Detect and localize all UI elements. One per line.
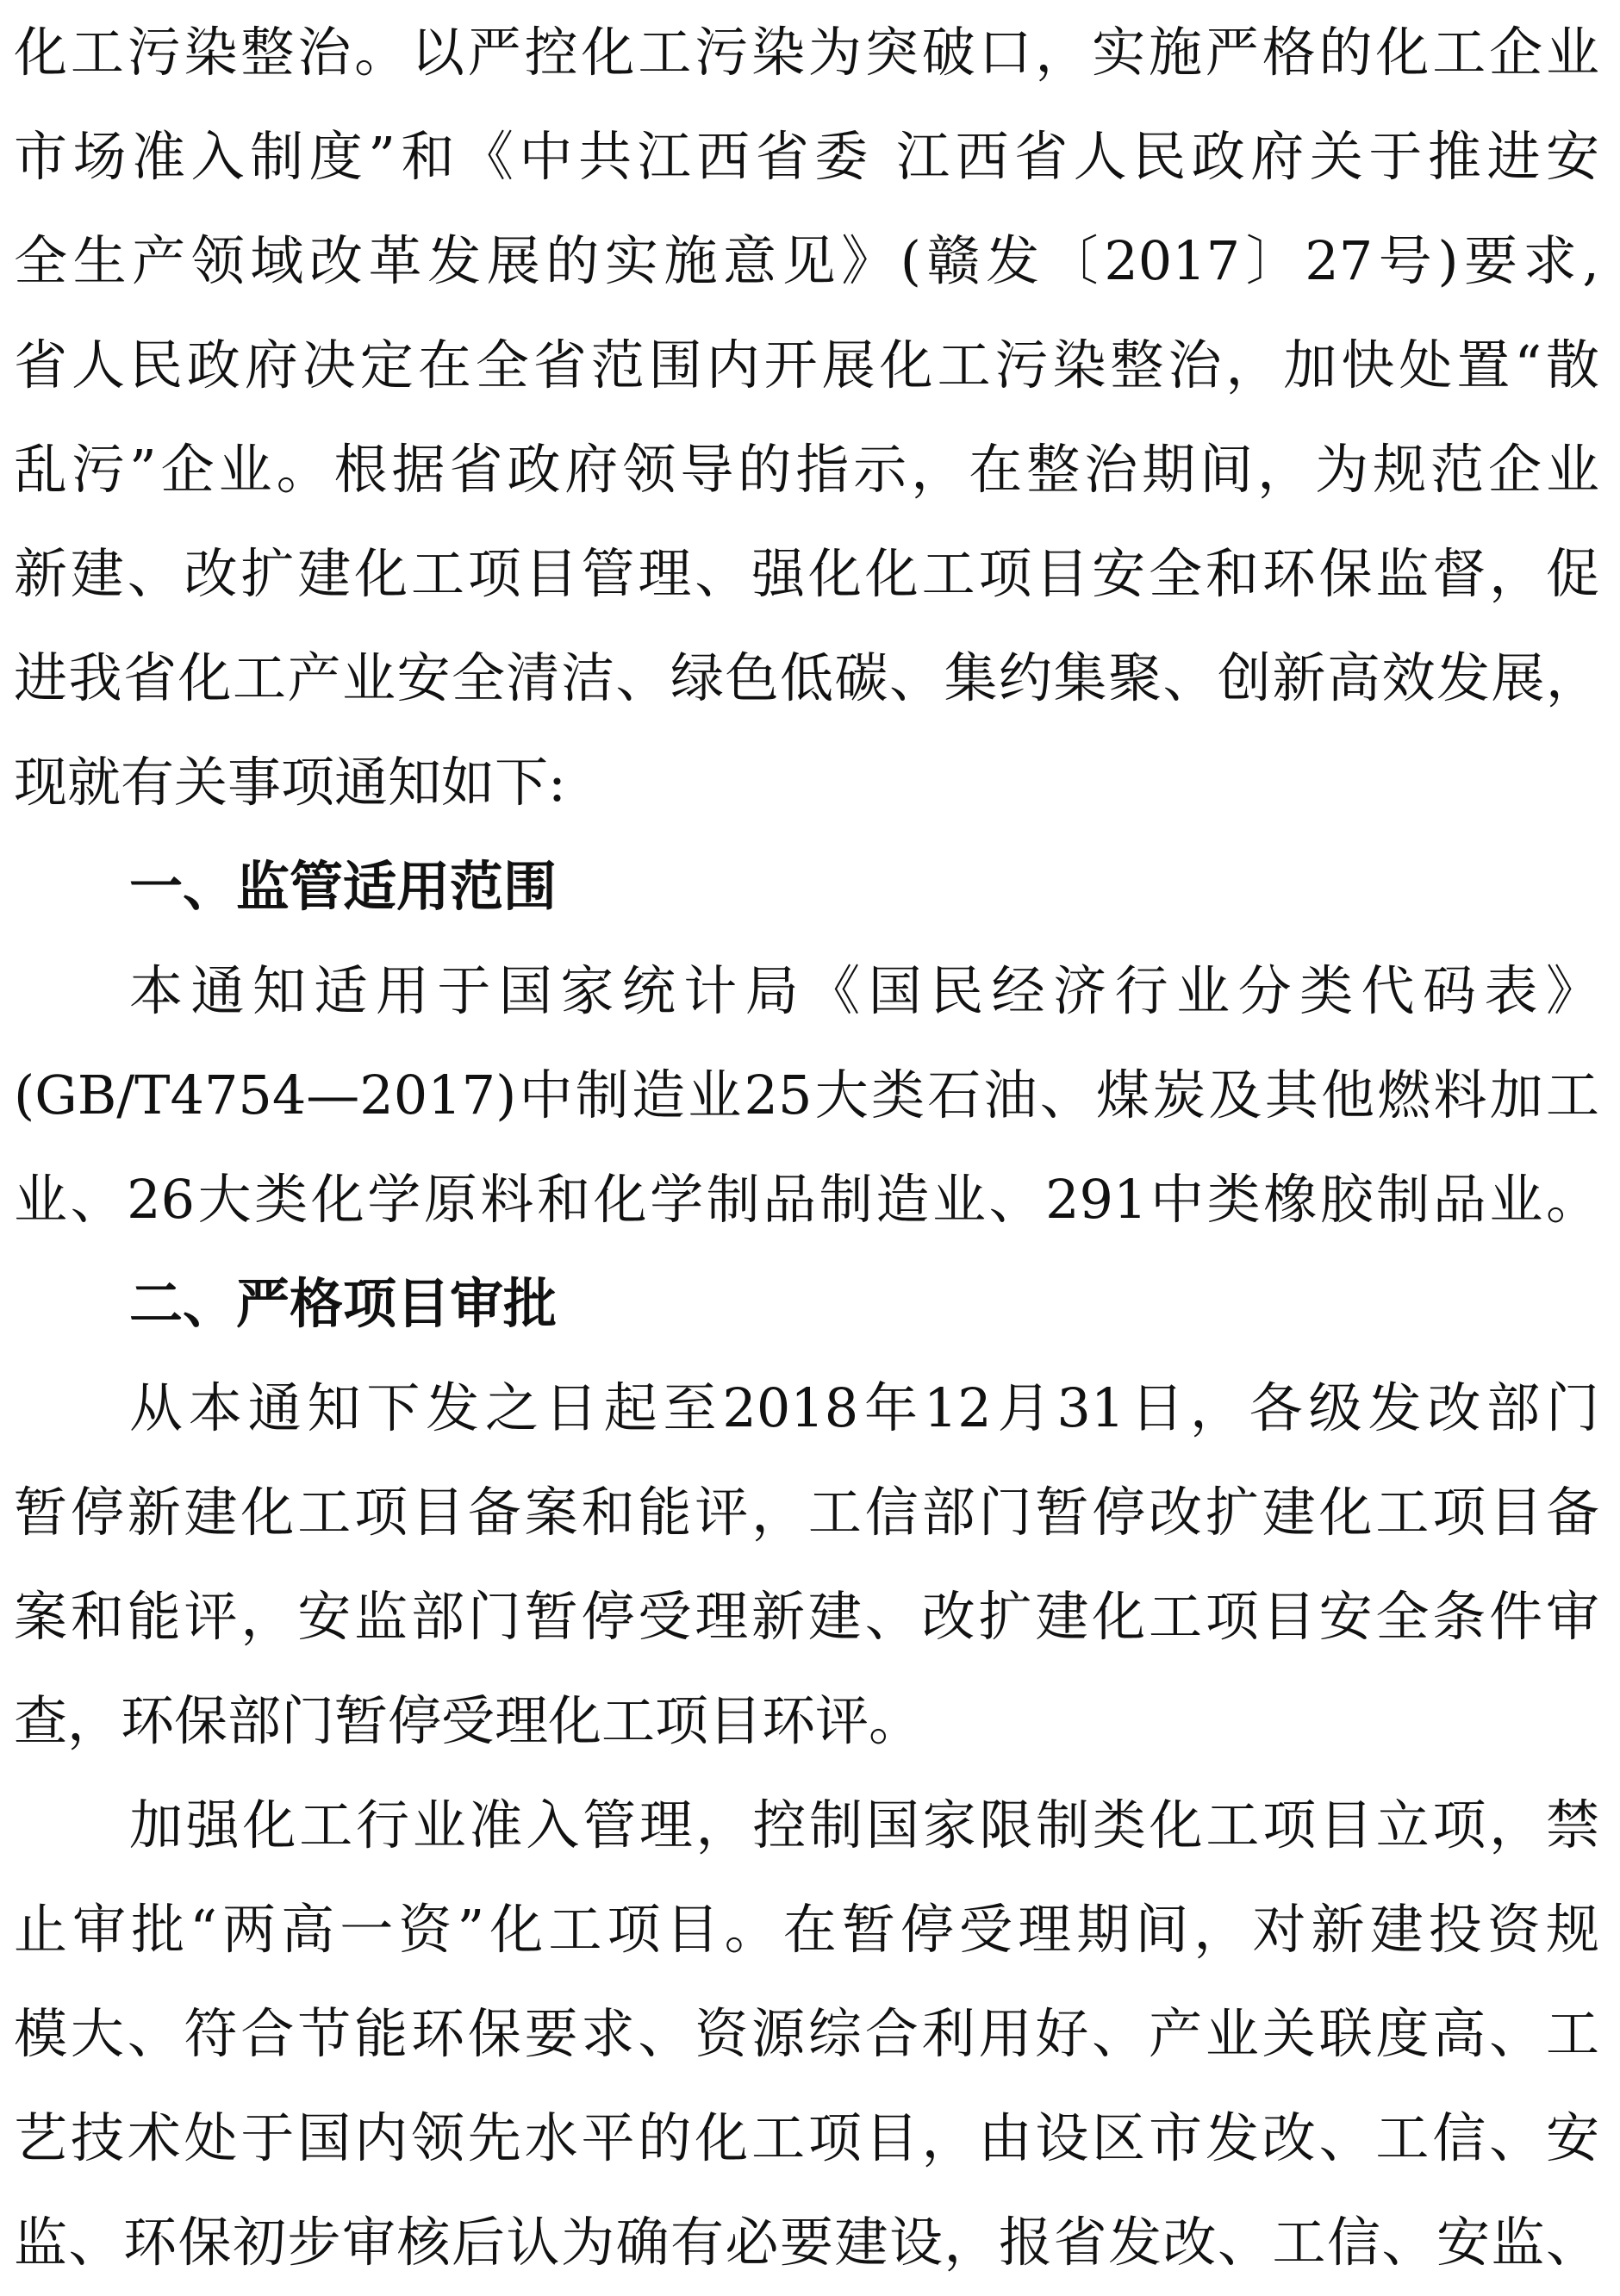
paragraph-line: 乱污”企业。根据省政府领导的指示，在整治期间，为规范企业 xyxy=(14,438,1599,501)
paragraph-line: 现就有关事项通知如下: xyxy=(14,751,566,814)
paragraph-line: 加强化工行业准入管理，控制国家限制类化工项目立项，禁 xyxy=(129,1794,1599,1856)
paragraph-line: 业、26大类化学原料和化学制品制造业、291中类橡胶制品业。 xyxy=(14,1168,1599,1231)
paragraph-line: 暂停新建化工项目备案和能评，工信部门暂停改扩建化工项目备 xyxy=(14,1481,1599,1544)
paragraph-line: 案和能评，安监部门暂停受理新建、改扩建化工项目安全条件审 xyxy=(14,1585,1599,1648)
paragraph-line: 省人民政府决定在全省范围内开展化工污染整治，加快处置“散 xyxy=(14,334,1599,396)
paragraph-line: 进我省化工产业安全清洁、绿色低碳、集约集聚、创新高效发展， xyxy=(14,646,1599,709)
paragraph-line: 监、环保初步审核后认为确有必要建设，报省发改、工信、安监、 xyxy=(14,2211,1599,2274)
paragraph-line: (GB/T4754—2017)中制造业25大类石油、煤炭及其他燃料加工 xyxy=(14,1064,1599,1126)
paragraph-line: 市场准入制度”和《中共江西省委 江西省人民政府关于推进安 xyxy=(14,125,1599,188)
paragraph-line: 新建、改扩建化工项目管理、强化化工项目安全和环保监督，促 xyxy=(14,542,1599,605)
paragraph-line: 模大、符合节能环保要求、资源综合利用好、产业关联度高、工 xyxy=(14,2002,1599,2065)
section-heading-1: 一、监管适用范围 xyxy=(129,855,558,918)
paragraph-line: 从本通知下发之日起至2018年12月31日，各级发改部门 xyxy=(129,1376,1599,1439)
section-heading-2: 二、严格项目审批 xyxy=(129,1272,558,1335)
paragraph-line: 艺技术处于国内领先水平的化工项目，由设区市发改、工信、安 xyxy=(14,2106,1599,2169)
paragraph-line: 本通知适用于国家统计局《国民经济行业分类代码表》 xyxy=(129,959,1599,1022)
paragraph-line: 止审批“两高一资”化工项目。在暂停受理期间，对新建投资规 xyxy=(14,1898,1599,1961)
paragraph-line: 全生产领域改革发展的实施意见》(赣发〔2017〕27号)要求, xyxy=(14,229,1599,292)
paragraph-line: 查，环保部门暂停受理化工项目环评。 xyxy=(14,1689,923,1752)
paragraph-line: 化工污染整治。以严控化工污染为突破口，实施严格的化工企业 xyxy=(14,21,1599,84)
